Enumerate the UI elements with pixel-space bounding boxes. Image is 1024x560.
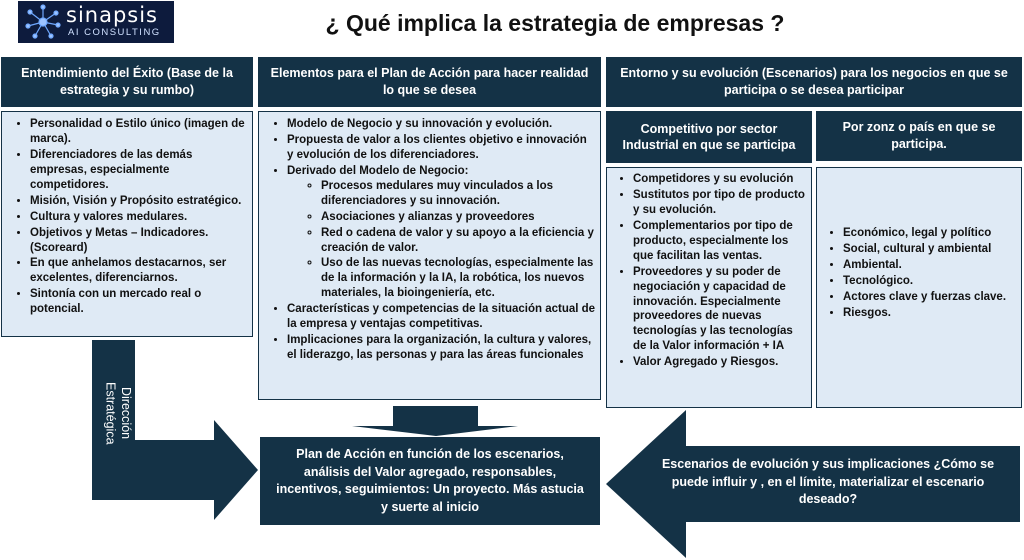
down-arrow — [352, 406, 518, 436]
competitive-header: Competitivo por sector Industrial en que se participa — [606, 111, 812, 163]
list-item: ◦ Uso de las nuevas tecnologías, especialmente las de la información y la IA, la robótica, los nuevos materiales, la bioingeniería, etc. — [321, 256, 596, 301]
list-item: ◦ Procesos medulares muy vinculados a los diferenciadores y su innovación. — [321, 179, 596, 209]
list-item: • Personalidad o Estilo único (imagen de marca). — [30, 117, 248, 147]
list-item-label: Derivado del Modelo de Negocio: — [287, 164, 469, 177]
list-item: • Actores clave y fuerzas clave. — [843, 290, 1017, 305]
list-item: • Valor Agregado y Riesgos. — [633, 355, 807, 370]
list-item: • Ambiental. — [843, 258, 1017, 273]
list-item: ◦ Red o cadena de valor y su apoyo a la eficiencia y creación de valor. — [321, 226, 596, 256]
list-item: • Económico, legal y político — [843, 226, 1017, 241]
logo-tagline: AI CONSULTING — [68, 27, 161, 38]
page-title: ¿ Qué implica la estrategia de empresas ? — [325, 10, 785, 36]
list-item: • Modelo de Negocio y su innovación y evolución. — [287, 117, 596, 132]
scenarios-text: Escenarios de evolución y sus implicaciones ¿Cómo se puede influir y , en el límite, materializar el escenario deseado? — [661, 457, 995, 506]
success-header: Entendimiento del Éxito (Base de la estrategia y su rumbo) — [1, 57, 253, 107]
list-item: • Propuesta de valor a los clientes objetivo e innovación y evolución de los diferenciadores. — [287, 133, 596, 163]
list-item: • Competidores y su evolución — [633, 172, 807, 187]
logo-name: sinapsis — [66, 3, 158, 27]
list-item: ◦ Asociaciones y alianzas y proveedores — [321, 210, 596, 225]
strategic-direction-label: Dirección Estratégica — [103, 381, 133, 445]
list-item: • En que anhelamos destacarnos, ser excelentes, diferenciarnos. — [30, 256, 248, 286]
action-elements-header: Elementos para el Plan de Acción para hacer realidad lo que se desea — [258, 57, 601, 107]
list-item: • Implicaciones para la organización, la cultura y valores, el liderazgo, las personas y para las áreas funcionales — [287, 333, 596, 363]
list-item: • Características y competencias de la situación actual de la empresa y ventajas competitivas. — [287, 302, 596, 332]
action-plan-box: Plan de Acción en función de los escenarios, análisis del Valor agregado, responsables, incentivos, seguimientos: Un proyecto. Más astucia y suerte al inicio — [260, 437, 600, 525]
list-item: • Complementarios por tipo de producto, especialmente los que facilitan las ventas. — [633, 219, 807, 264]
list-item: • Sintonía con un mercado real o potencial. — [30, 287, 248, 317]
list-item: • Misión, Visión y Propósito estratégico. — [30, 194, 248, 209]
list-item: • Sustitutos por tipo de producto y su evolución. — [633, 188, 807, 218]
zone-header: Por zonz o país en que se participa. — [816, 111, 1022, 161]
environment-header: Entorno y su evolución (Escenarios) para los negocios en que se participa o se desea participar — [606, 57, 1022, 107]
list-item: • Tecnológico. — [843, 274, 1017, 289]
list-item: • Riesgos. — [843, 306, 1017, 321]
strategic-direction-label-wrap — [82, 374, 146, 452]
list-item: • Social, cultural y ambiental — [843, 242, 1017, 257]
list-item: • Objetivos y Metas – Indicadores. (Scoreard) — [30, 226, 248, 256]
list-item: • Cultura y valores medulares. — [30, 210, 248, 225]
list-item: • Diferenciadores de las demás empresas, especialmente competidores. — [30, 148, 248, 193]
list-item: • Proveedores y su poder de negociación y capacidad de innovación. Especialmente proveedores de nuevas tecnologías y las tecnologías de la Valor información + IA — [633, 265, 807, 355]
